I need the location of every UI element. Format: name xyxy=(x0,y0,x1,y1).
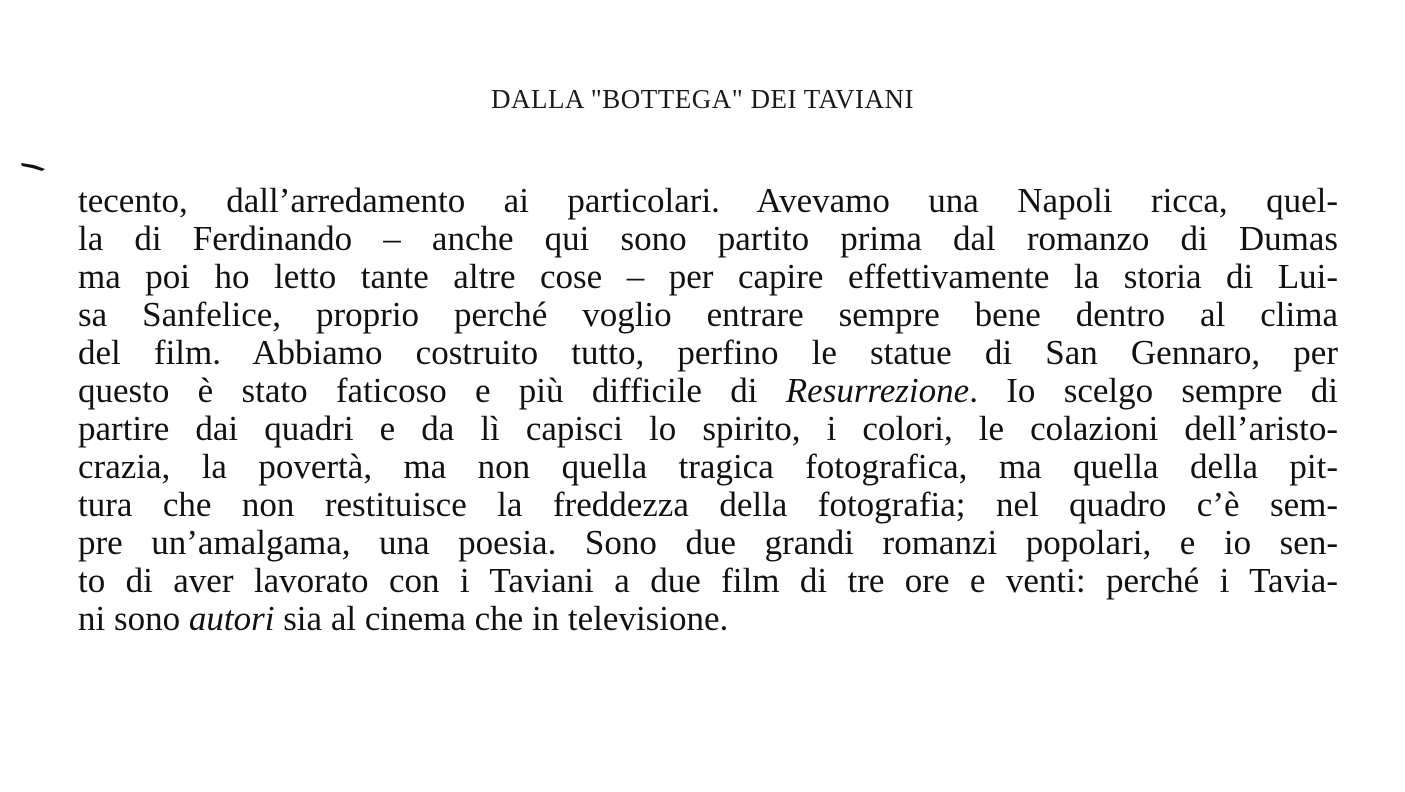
text-line: to di aver lavorato con i Taviani a due film di tre ore e venti: perché i Tavia- xyxy=(78,561,1338,600)
text-line: tura che non restituisce la freddezza della fotografia; nel quadro c’è sem- xyxy=(78,485,1338,524)
text-line: sa Sanfelice, proprio perché voglio entrare sempre bene dentro al clima xyxy=(78,295,1338,334)
text-line: tecento, dall’arredamento ai particolari. Avevamo una Napoli ricca, quel- xyxy=(78,181,1338,220)
text-line: la di Ferdinando – anche qui sono partito prima dal romanzo di Dumas xyxy=(78,219,1338,258)
text-line: pre un’amalgama, una poesia. Sono due grandi romanzi popolari, e io sen- xyxy=(78,523,1338,562)
running-title: DALLA "BOTTEGA" DEI TAVIANI xyxy=(490,84,915,114)
text-line: questo è stato faticoso e più difficile di Resurrezione. Io scelgo sempre di xyxy=(78,371,1338,410)
text-line: ma poi ho letto tante altre cose – per capire effettivamente la storia di Lui- xyxy=(78,257,1338,296)
italic-word-autori: autori xyxy=(188,599,275,638)
text-line: crazia, la povertà, ma non quella tragica fotografica, ma quella della pit- xyxy=(78,447,1338,486)
text-line: del film. Abbiamo costruito tutto, perfino le statue di San Gennaro, per xyxy=(78,333,1338,372)
scan-speck-mark xyxy=(20,160,46,172)
text-line-last: ni sono autori sia al cinema che in televisione. xyxy=(78,599,729,638)
italic-title-resurrezione: Resurrezione xyxy=(785,371,970,410)
text-line: partire dai quadri e da lì capisci lo spirito, i colori, le colazioni dell’aristo- xyxy=(78,409,1338,448)
body-paragraph xyxy=(78,182,1338,638)
